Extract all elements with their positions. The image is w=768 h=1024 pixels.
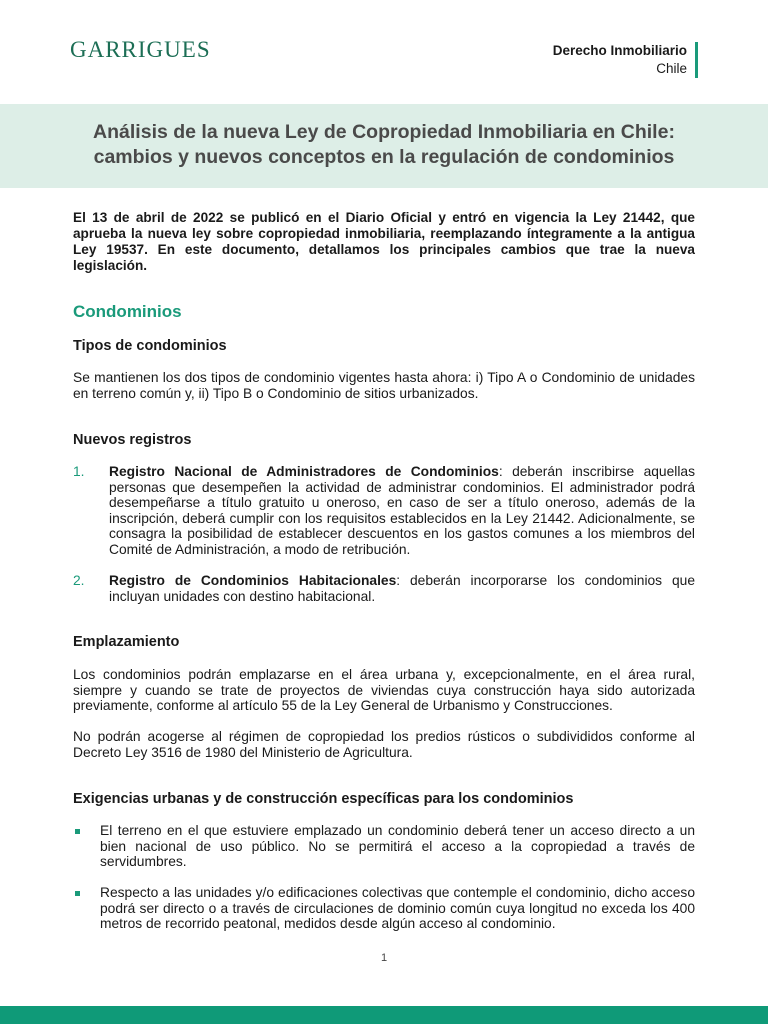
list-item-description: : deberán inscribirse aquellas personas que desempeñen la actividad de administrar condominios. El administrador podrá desempeñarse a título gratuito u oneroso, en caso de ser a título oneroso, además de la inscripción, deberá cumplir con los requisitos establecidos en la Ley 21442. Adicionalmente, se consagra la posibilidad de establecer descuentos en los gastos comunes a los miembros del Comité de Administración, a modo de retribución. bbox=[109, 464, 695, 557]
paragraph-tipos: Se mantienen los dos tipos de condominio vigentes hasta ahora: i) Tipo A o Condominio de unidades en terreno común y, ii) Tipo B o Condominio de sitios urbanizados. bbox=[73, 370, 695, 401]
bullet-square-icon bbox=[75, 891, 80, 896]
paragraph-emplazamiento-1: Los condominios podrán emplazarse en el área urbana y, excepcionalmente, en el área rural, siempre y cuando se trate de proyectos de viviendas cuya construcción haya sido autorizada previamente, conforme al artículo 55 de la Ley General de Urbanismo y Construcciones. bbox=[73, 667, 695, 713]
list-item-term: Registro de Condominios Habitacionales bbox=[109, 573, 397, 588]
list-number: 1. bbox=[73, 464, 85, 479]
list-item-text bbox=[109, 573, 695, 604]
list-number: 2. bbox=[73, 573, 85, 588]
subheading-registros: Nuevos registros bbox=[73, 432, 192, 448]
document-category bbox=[553, 42, 698, 78]
subheading-tipos: Tipos de condominios bbox=[73, 338, 227, 354]
title-band bbox=[0, 104, 768, 188]
subheading-emplazamiento: Emplazamiento bbox=[73, 634, 180, 650]
section-heading-condominios: Condominios bbox=[73, 302, 182, 321]
list-item-text bbox=[109, 464, 695, 557]
subheading-exigencias: Exigencias urbanas y de construcción específicas para los condominios bbox=[73, 791, 574, 807]
country-label: Chile bbox=[656, 61, 687, 76]
paragraph-emplazamiento-2: No podrán acogerse al régimen de copropiedad los predios rústicos o subdivididos conforme al Decreto Ley 3516 de 1980 del Ministerio de Agricultura. bbox=[73, 729, 695, 760]
list-item-term: Registro Nacional de Administradores de Condominios bbox=[109, 464, 499, 479]
intro-paragraph: El 13 de abril de 2022 se publicó en el Diario Oficial y entró en vigencia la Ley 21442, que aprueba la nueva ley sobre copropiedad inmobiliaria, reemplazando íntegramente a la antigua Ley 19537. En este documento, detallamos los principales cambios que trae la nueva legislación. bbox=[73, 210, 695, 273]
page-number: 1 bbox=[380, 952, 388, 964]
bullet-item bbox=[73, 885, 695, 932]
list-item bbox=[73, 464, 695, 557]
footer-bar bbox=[0, 1006, 768, 1024]
title-line-1: Análisis de la nueva Ley de Copropiedad Inmobiliaria en Chile: bbox=[93, 121, 675, 143]
practice-area: Derecho Inmobiliario bbox=[552, 43, 687, 58]
list-item bbox=[73, 573, 695, 604]
bullet-square-icon bbox=[75, 829, 80, 834]
bullet-item bbox=[73, 823, 695, 870]
list-item-description: : deberán incorporarse los condominios que incluyan unidades con destino habitacional. bbox=[109, 573, 695, 604]
title-line-2: cambios y nuevos conceptos en la regulación de condominios bbox=[93, 146, 675, 168]
document-title bbox=[0, 120, 768, 170]
bullet-text: Respecto a las unidades y/o edificaciones colectivas que contemple el condominio, dicho acceso podrá ser directo o a través de circulaciones de dominio común cuya longitud no exceda los 400 metros de recorrido peatonal, medidos desde algún acceso al condominio. bbox=[100, 885, 695, 931]
garrigues-logo: GARRIGUES bbox=[70, 37, 211, 62]
bullet-text: El terreno en el que estuviere emplazado un condominio deberá tener un acceso directo a un bien nacional de uso público. No se permitirá el acceso a la copropiedad a través de servidumbres. bbox=[100, 823, 695, 869]
